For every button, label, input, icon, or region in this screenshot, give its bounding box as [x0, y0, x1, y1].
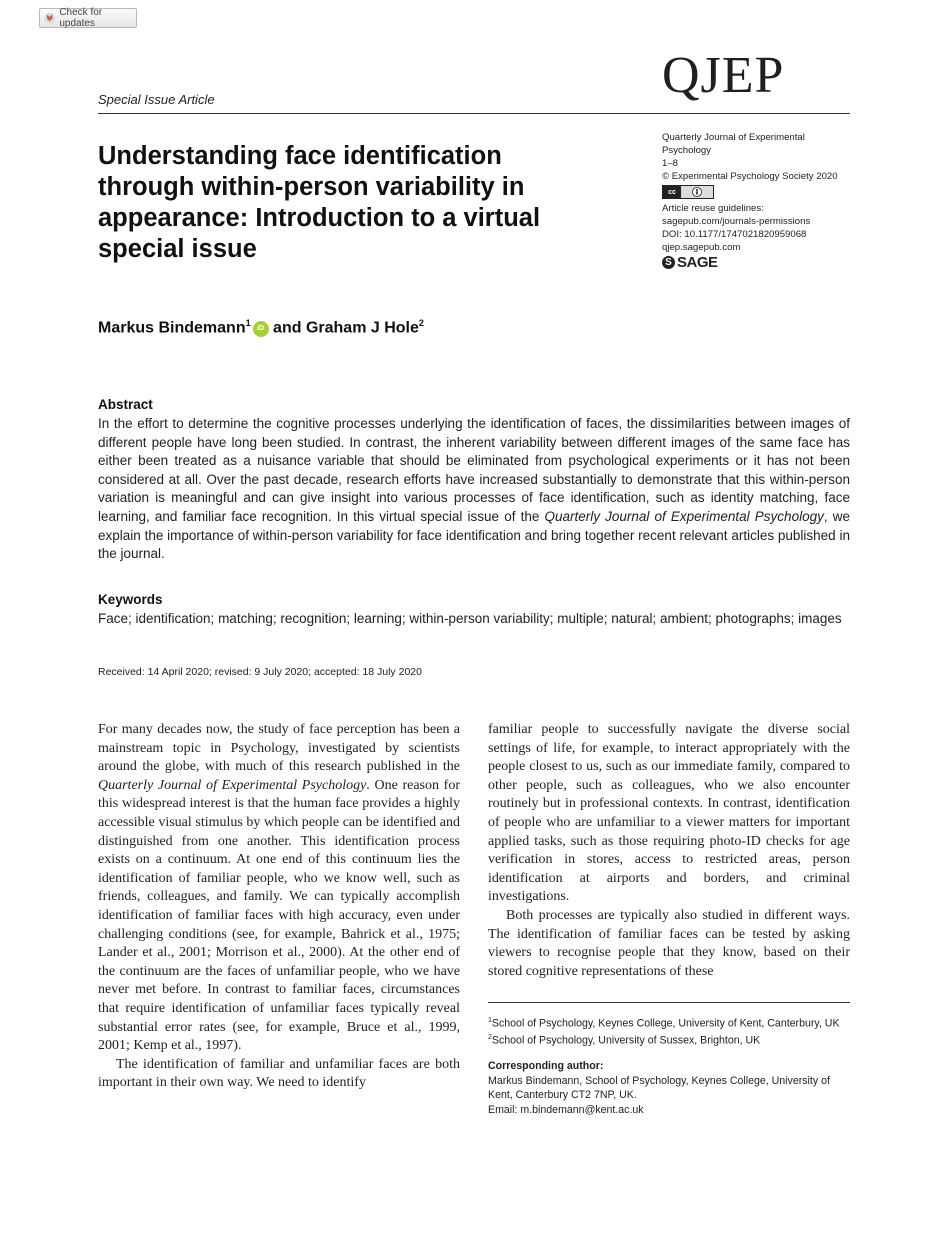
affiliation-2	[488, 1031, 850, 1048]
abstract-heading: Abstract	[98, 397, 153, 412]
journal-url[interactable]: qjep.sagepub.com	[662, 242, 741, 253]
corresponding-author-email[interactable]: Email: m.bindemann@kent.ac.uk	[488, 1103, 644, 1116]
body-column-left	[98, 721, 460, 1093]
affiliation-marker: 2	[488, 1034, 492, 1042]
body-paragraph: familiar people to successfully navigate the diverse social settings of life, for example, to interact appropriately with the people closest to us, such as our immediate family, compared to other people, such as colleagues, who we also encounter routinely but in professional contexts. In contrast, identification of people who are unfamiliar to a viewer matters for important applied tasks, such as those requiring photo-ID checks for age verification in stores, access to restricted areas, person identification at airports and borders, and criminal investigations.	[488, 722, 850, 905]
reuse-guidelines-label: Article reuse guidelines:	[662, 203, 764, 214]
abstract-text	[98, 415, 850, 564]
creative-commons-license-icon[interactable]	[662, 185, 714, 199]
affiliation-marker: 1	[245, 318, 251, 328]
crossmark-icon	[44, 12, 55, 24]
author-connector: and	[268, 319, 306, 337]
affiliation-text: School of Psychology, Keynes College, University of Kent, Canterbury, UK	[491, 1017, 840, 1030]
journal-title-italic: Quarterly Journal of Experimental Psychology	[544, 508, 824, 524]
corresponding-author-address: Markus Bindemann, School of Psychology, Keynes College, University of Kent, Canterbury CT2 7NP, UK.	[488, 1074, 830, 1102]
body-paragraph: Both processes are typically also studied in different ways. The identification of familiar faces can be tested by asking viewers to recognise people that they know, based on their stored cognitive representations of these	[488, 907, 850, 979]
check-for-updates-button[interactable]	[39, 8, 137, 28]
affiliation-1	[488, 1014, 850, 1031]
abstract-text-part: , we explain the importance of within-person variability for face identification and bring together recent relevant articles published in the journal.	[98, 508, 850, 562]
journal-name-line-1: Quarterly Journal of Experimental	[662, 132, 805, 143]
corresponding-author-heading: Corresponding author:	[488, 1060, 604, 1073]
footnote-divider	[488, 1002, 850, 1003]
affiliation-text: School of Psychology, University of Sussex, Brighton, UK	[491, 1034, 761, 1047]
sage-logo	[662, 256, 852, 269]
abstract-text-part: In the effort to determine the cognitive processes underlying the identification of faces, the dissimilarities between images of different people have long been studied. In contrast, the inherent variability between different images of the same face has either been treated as a nuisance variable that should be eliminated from psychological experiments or it has not been considered at all. Over the past decade, research efforts have increased substantially to demonstrate that this within-person variation is meaningful and can give insight into various processes of face identification, such as identity matching, face learning, and familiar face recognition. In this virtual special issue of the	[98, 416, 850, 524]
orcid-icon[interactable]: iD	[253, 321, 269, 337]
journal-name-line-2: Psychology	[662, 145, 712, 156]
author-name[interactable]: Markus Bindemann	[98, 319, 246, 337]
publication-meta	[662, 131, 852, 269]
body-column-right	[488, 721, 850, 981]
by-attribution-icon	[681, 186, 713, 198]
journal-logo: QJEP	[662, 47, 785, 104]
cc-label: cc	[663, 186, 681, 198]
sage-logo-icon: S	[662, 256, 675, 269]
footnote-spacer	[488, 1048, 850, 1059]
body-paragraph: The identification of familiar and unfamiliar faces are both important in their own way. We need to identify	[98, 1056, 460, 1091]
person-icon	[692, 187, 702, 197]
article-title: Understanding face identification through within-person variability in appearance: Introduction to a virtual special issue	[98, 142, 541, 263]
author-line	[98, 318, 424, 337]
reuse-guidelines-link[interactable]: sagepub.com/journals-permissions	[662, 216, 811, 227]
body-paragraph	[98, 721, 460, 1056]
author-name[interactable]: Graham J Hole	[305, 319, 419, 337]
body-text: . One reason for this widespread interest is that the human face provides a highly accessible visual stimulus by which people can be identified and distinguished from one another. This identification process exists on a continuum. At one end of this continuum lies the identification of familiar people, who we know well, such as friends, colleagues, and family. We can typically accomplish identification of familiar faces with high accuracy, even under challenging conditions (see, for example, Bahrick et al., 1975; Lander et al., 2001; Morrison et al., 2000). At the other end of the continuum are the faces of unfamiliar people, who we have never met before. In contrast to familiar faces, circumstances that require identification of unfamiliar faces typically reveal substantial error rates (see, for example, Bruce et al., 1999, 2001; Kemp et al., 1997).	[98, 777, 460, 1054]
affiliation-marker: 2	[418, 318, 424, 328]
doi[interactable]: DOI: 10.1177/1747021820959068	[662, 229, 807, 240]
journal-title-italic: Quarterly Journal of Experimental Psychology	[98, 777, 367, 793]
keywords-heading: Keywords	[98, 592, 163, 607]
page-range: 1–8	[662, 158, 679, 169]
article-type: Special Issue Article	[98, 92, 215, 107]
received-dates: Received: 14 April 2020; revised: 9 July 2020; accepted: 18 July 2020	[98, 666, 422, 678]
check-for-updates-label: Check for updates	[59, 7, 103, 29]
header-divider	[98, 113, 850, 114]
keywords-text: Face; identification; matching; recognition; learning; within-person variability; multiple; natural; ambient; photographs; images	[98, 611, 842, 626]
body-text: For many decades now, the study of face perception has been a mainstream topic in Psychology, investigated by scientists around the globe, with much of this research published in the	[98, 722, 460, 775]
copyright: © Experimental Psychology Society 2020	[662, 171, 838, 182]
sage-logo-text: SAGE	[677, 254, 718, 271]
footnotes	[488, 1014, 850, 1117]
affiliation-marker: 1	[488, 1017, 492, 1024]
